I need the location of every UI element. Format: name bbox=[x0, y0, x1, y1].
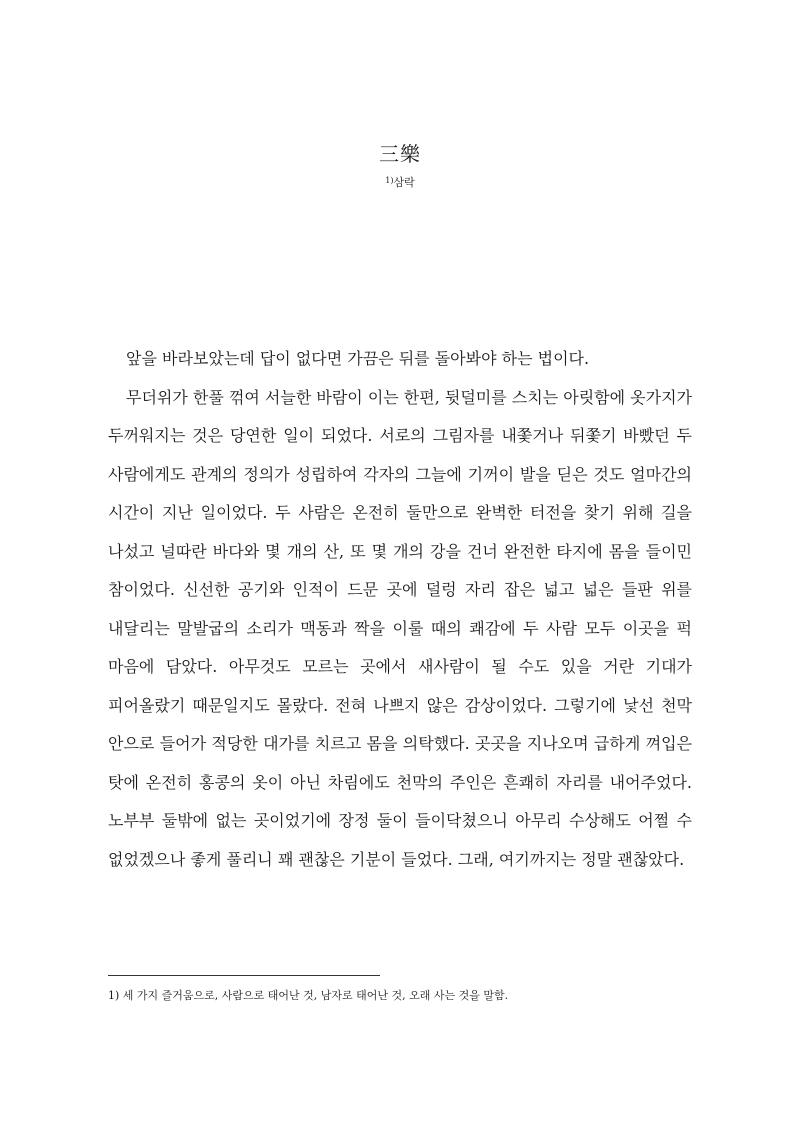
footnote-divider bbox=[108, 975, 380, 976]
paragraph-2: 무더위가 한풀 꺾여 서늘한 바람이 이는 한편, 뒷덜미를 스치는 아릿함에 옷가지가 두꺼워지는 것은 당연한 일이 되었다. 서로의 그림자를 내쫓거나 뒤쫓기 바빴던 두 사람에게도 관계의 정의가 성립하여 각자의 그늘에 기꺼이 발을 딛은 것도 얼마간의 시간이 지난 일이었다. 두 사람은 온전히 둘만으로 완벽한 터전을 찾기 위해 길을 나섰고 널따란 바다와 몇 개의 산, 또 몇 개의 강을 건너 완전한 타지에 몸을 들이민 참이었다. 신선한 공기와 인적이 드문 곳에 덜렁 자리 잡은 넓고 넓은 들판 위를 내달리는 말발굽의 소리가 맥동과 짝을 이룰 때의 쾌감에 두 사람 모두 이곳을 퍽 마음에 담았다. 아무것도 모르는 곳에서 새사람이 될 수도 있을 거란 기대가 피어올랐기 때문일지도 몰랐다. 전혀 나쁘지 않은 감상이었다. 그렇기에 낯선 천막 안으로 들어가 적당한 대가를 치르고 몸을 의탁했다. 곳곳을 지나오며 급하게 껴입은 탓에 온전히 홍콩의 옷이 아닌 차림에도 천막의 주인은 흔쾌히 자리를 내어주었다. 노부부 둘밖에 없는 곳이었기에 장정 둘이 들이닥쳤으니 아무리 수상해도 어쩔 수 없었겠으나 좋게 풀리니 꽤 괜찮은 기분이 들었다. 그래, 여기까지는 정말 괜찮았다. bbox=[108, 387, 692, 869]
page-subtitle bbox=[0, 174, 800, 190]
footnote: 1) 세 가지 즐거움으로, 사람으로 태어난 것, 남자로 태어난 것, 오래 사는 것을 말함. bbox=[108, 989, 509, 1002]
subtitle-text: 삼락 bbox=[393, 176, 415, 189]
paragraph-1: 앞을 바라보았는데 답이 없다면 가끔은 뒤를 돌아봐야 하는 법이다. bbox=[126, 349, 590, 368]
footnote-marker[interactable]: 1) bbox=[385, 176, 394, 185]
body-text bbox=[108, 340, 692, 879]
page-title: 三樂 bbox=[379, 142, 421, 166]
